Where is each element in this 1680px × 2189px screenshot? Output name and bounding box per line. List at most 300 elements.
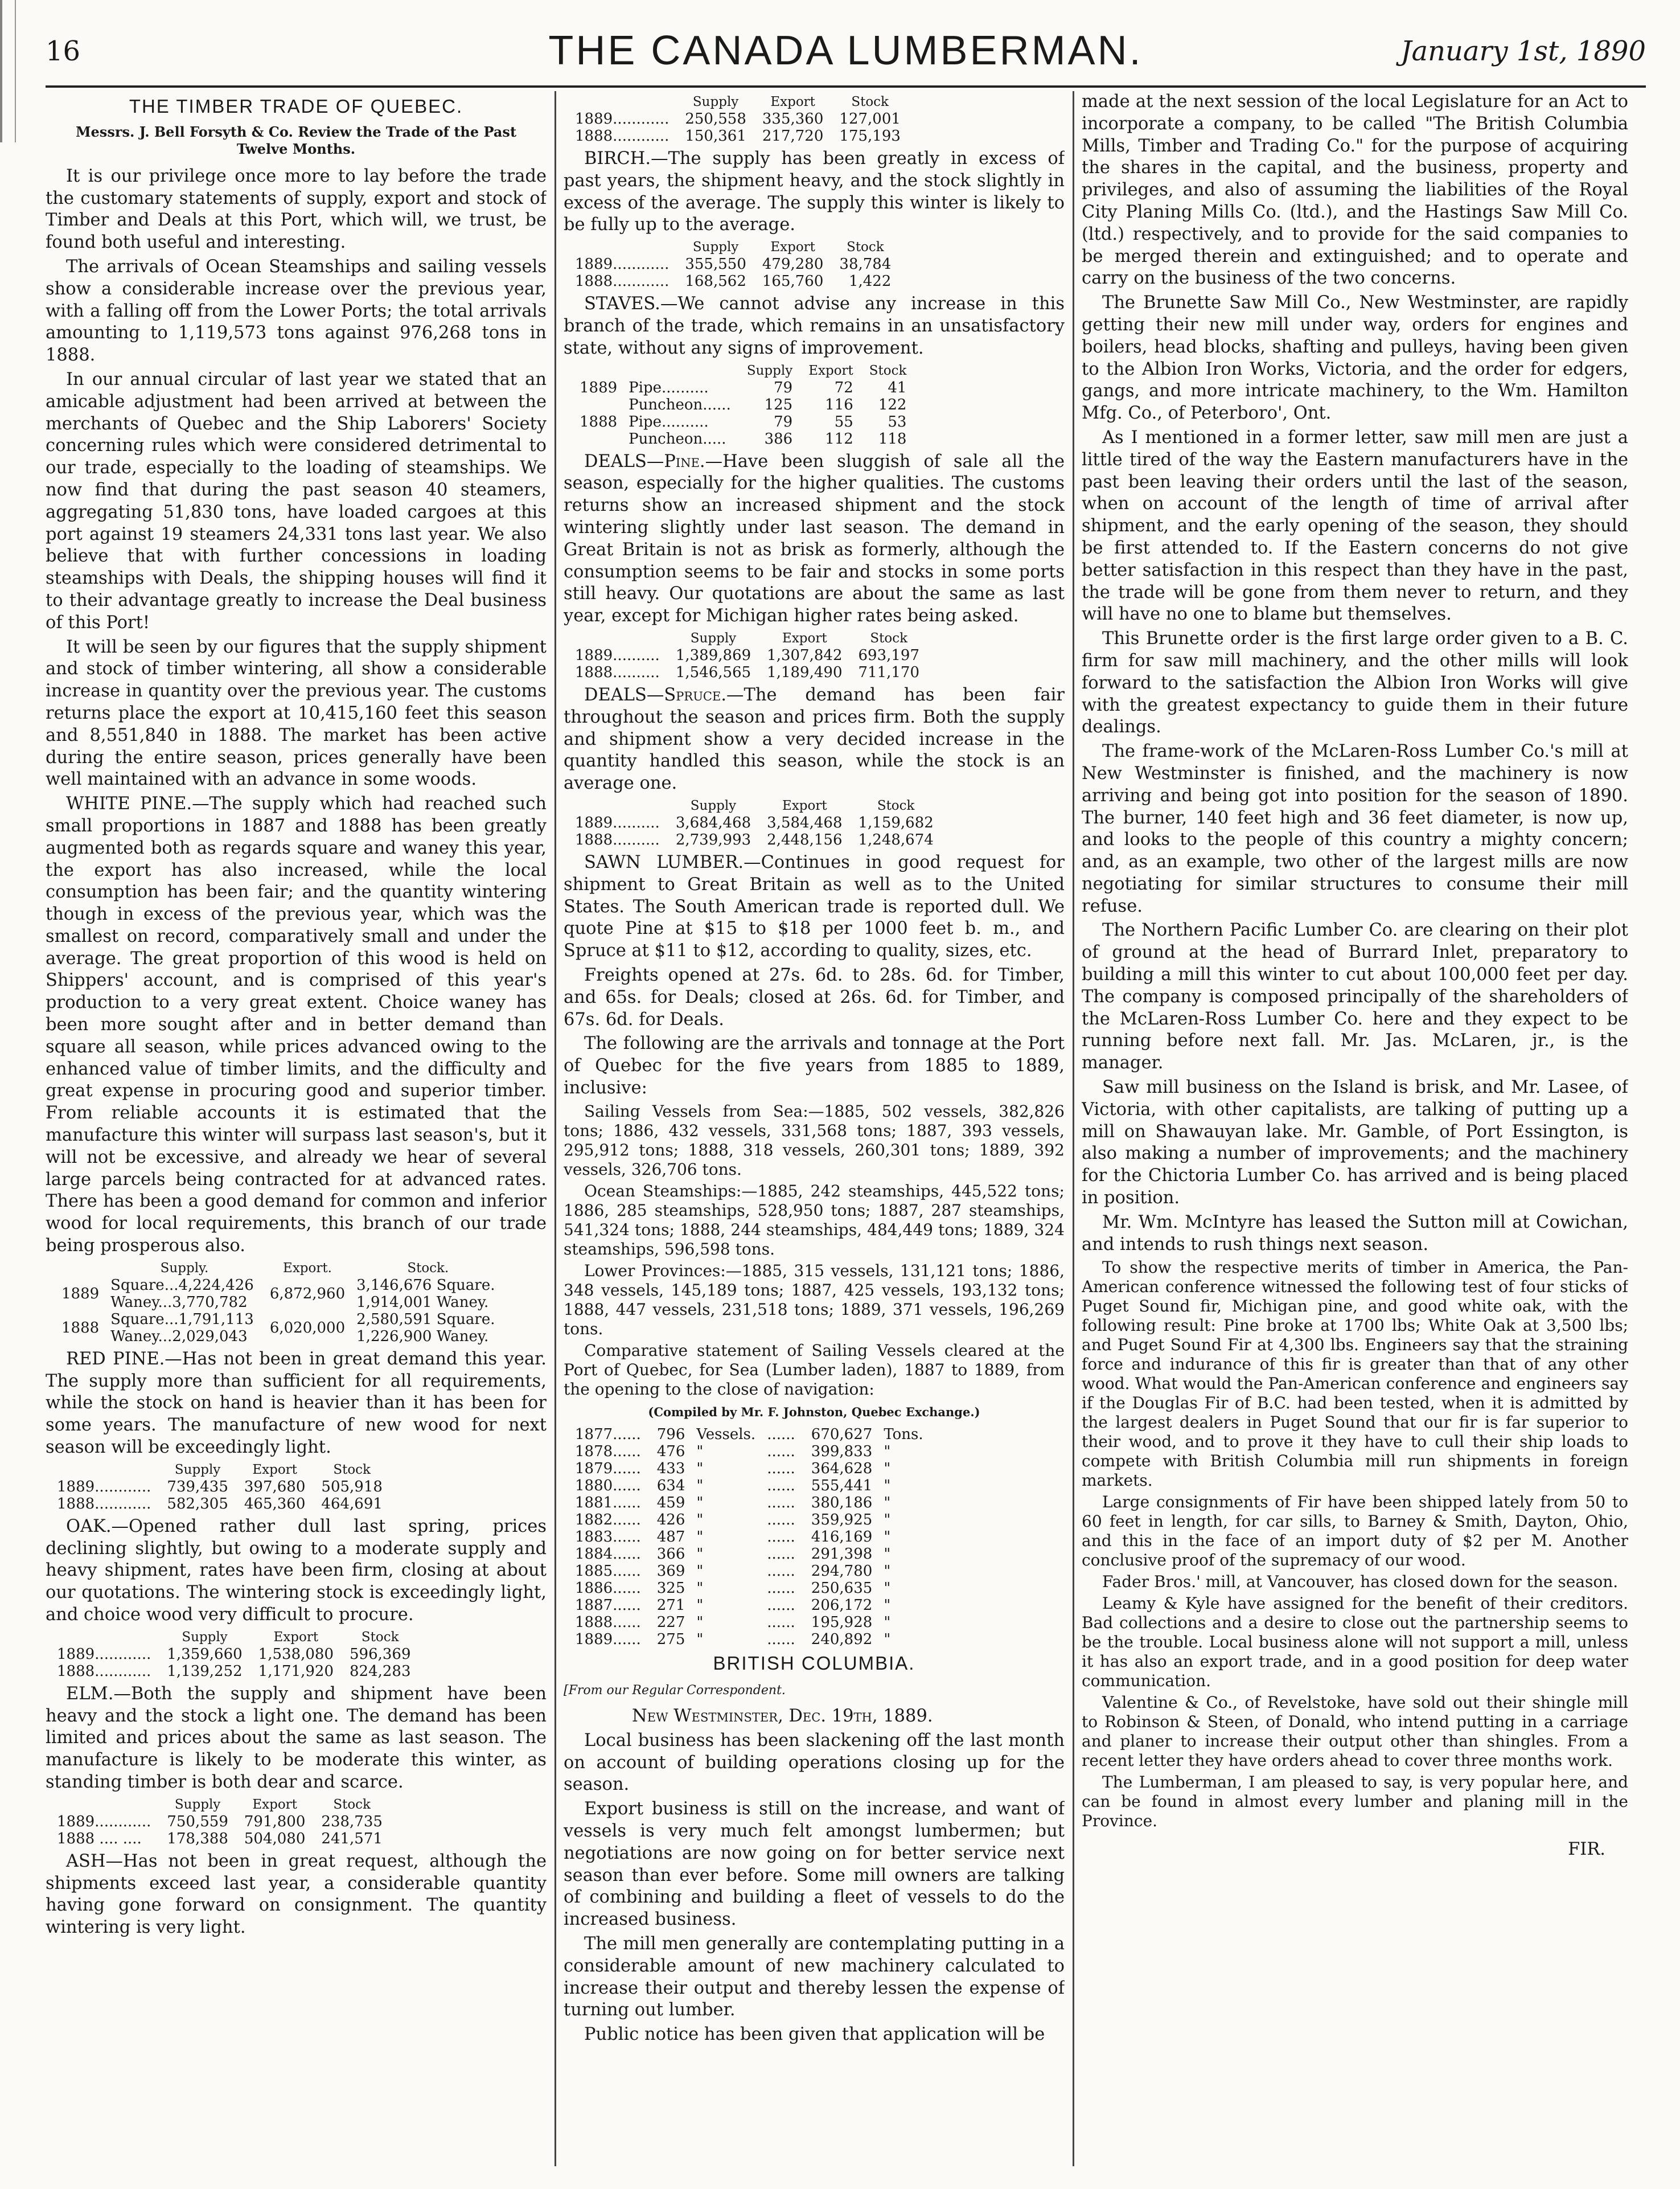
table-cell: 79 xyxy=(774,379,793,396)
table-cell: 433 xyxy=(656,1460,685,1477)
dateline: New Westminster, Dec. 19th, 1889. xyxy=(632,1706,933,1727)
table-cell: " xyxy=(884,1579,891,1597)
column-header: Export xyxy=(770,240,815,255)
table-cell: 1888............ xyxy=(57,1495,151,1512)
table-cell: 1,159,682 xyxy=(858,814,934,831)
table-cell: " xyxy=(696,1442,704,1460)
table-row xyxy=(572,1511,931,1528)
column-header: Supply xyxy=(174,1797,221,1812)
table-cell: 195,928 xyxy=(811,1613,873,1631)
vessels-table xyxy=(572,1426,931,1648)
table-cell: 168,562 xyxy=(685,273,746,290)
table-cell: 1886...... xyxy=(575,1579,641,1597)
table-cell: ...... xyxy=(767,1511,795,1528)
table-cell: 1880...... xyxy=(575,1477,641,1494)
table-cell: 1,389,869 xyxy=(675,646,751,664)
column-header: Export xyxy=(252,1797,297,1812)
paragraph: Ocean Steamships:—1885, 242 steamships, 445,522 tons; 1886, 285 steamships, 528,950 tons; 1887, 287 steamships, 541,324 tons; 1888, 244 steamships, 484,449 tons; 1889, 324 steamships, 596,598 tons. xyxy=(564,1181,1065,1259)
deals-pine-table xyxy=(572,630,927,681)
table-cell: Tons. xyxy=(884,1425,923,1443)
issue-date: January 1st, 1890 xyxy=(1400,35,1646,67)
table-cell: 369 xyxy=(656,1562,685,1580)
table-row xyxy=(54,1495,391,1512)
paragraph xyxy=(564,451,1065,628)
paragraph: Lower Provinces:—1885, 315 vessels, 131,121 tons; 1886, 348 vessels, 145,189 tons; 1887, 425 vessels, 193,132 tons; 1888, 447 vessels, 231,518 tons; 1889, 371 vessels, 196,269 tons. xyxy=(564,1261,1065,1338)
table-cell: Puncheon...... xyxy=(629,396,731,413)
table-cell: Pipe.......... xyxy=(629,379,709,396)
table-cell: 116 xyxy=(825,396,853,413)
table-row xyxy=(572,1477,931,1494)
table-cell: 796 xyxy=(656,1425,685,1443)
column-1 xyxy=(46,91,547,2166)
table-cell: 275 xyxy=(656,1630,685,1648)
table-cell: 711,170 xyxy=(858,663,920,681)
table-row xyxy=(572,1563,931,1580)
table-cell: " xyxy=(696,1511,704,1528)
column-header: Export xyxy=(273,1629,319,1645)
table-cell: 72 xyxy=(834,379,853,396)
paragraph: Export business is still on the increase, and want of vessels is very much felt amongst lumbermen; but negotiations are now going on for better service next season than ever before. Some mill owners are talking of combining and building a fleet of vessels to do the increased business. xyxy=(564,1799,1065,1930)
table-cell: 2,448,156 xyxy=(767,831,843,848)
paragraph: Leamy & Kyle have assigned for the benefit of their creditors. Bad collections and a desire to close out the partnership seems to be the trouble. Local business alone will not support a mill, unless it has also an export trade, and in a good position for deep water communication. xyxy=(1082,1594,1628,1691)
table-row xyxy=(54,1813,391,1830)
paragraph xyxy=(46,1516,547,1626)
table-cell: " xyxy=(696,1579,704,1597)
table-cell: 291,398 xyxy=(811,1545,873,1563)
column-header: Stock xyxy=(361,1629,399,1645)
table-cell: 1,248,674 xyxy=(858,831,934,848)
paragraph: The following are the arrivals and tonnage at the Port of Quebec for the five years from 1885 to 1889, inclusive: xyxy=(564,1034,1065,1098)
table-row xyxy=(572,256,899,273)
paragraph: The Lumberman, I am pleased to say, is very popular here, and can be found in almost every lumber and planing mill in the Province. xyxy=(1082,1773,1628,1831)
paragraph: The mill men generally are contemplating putting in a considerable amount of new machinery calculated to increase their output and thereby lessen the expense of turning out lumber. xyxy=(564,1934,1065,2020)
table-cell: " xyxy=(696,1596,704,1614)
table-cell: 487 xyxy=(656,1528,685,1546)
paragraph xyxy=(564,293,1065,359)
table-cell: ...... xyxy=(767,1630,795,1648)
table-cell: 366 xyxy=(656,1545,685,1563)
table-cell: " xyxy=(884,1511,891,1528)
table-cell: 41 xyxy=(888,379,907,396)
column-header: Supply xyxy=(174,1462,221,1477)
table-cell: 1,307,842 xyxy=(767,646,843,664)
table-row xyxy=(572,664,927,681)
paragraph: Mr. Wm. McIntyre has leased the Sutton mill at Cowichan, and intends to rush things next season. xyxy=(1082,1212,1628,1255)
paragraph xyxy=(46,1851,547,1939)
column-header: Stock xyxy=(333,1797,371,1812)
table-cell: 355,550 xyxy=(685,256,746,273)
paragraph: The arrivals of Ocean Steamships and sailing vessels show a considerable increase over the previous year, with a falling off from the Lower Ports; the total arrivals amounting to 1,119,573 tons against 976,268 tons in 1888. xyxy=(46,256,547,366)
table-row xyxy=(572,1494,931,1511)
section-head: BIRCH. xyxy=(584,149,651,169)
table-cell: 386 xyxy=(764,430,793,448)
table-cell: 1889............ xyxy=(57,1813,151,1830)
table-row xyxy=(572,110,909,128)
table-cell: 3,684,468 xyxy=(675,814,751,831)
table-cell: " xyxy=(696,1613,704,1631)
table-cell: " xyxy=(696,1460,704,1477)
table-cell: " xyxy=(884,1545,891,1563)
section-text: —Has not been in great request, although the shipments exceed last year, a considerable quantity having gone forward on consignment. The quantity wintering is very light. xyxy=(46,1851,547,1938)
table-cell: 2,739,993 xyxy=(675,831,751,848)
paragraph xyxy=(46,1348,547,1459)
table-cell: 1884...... xyxy=(575,1545,641,1563)
table-cell: 1879...... xyxy=(575,1460,641,1477)
table-cell: 504,080 xyxy=(244,1830,306,1847)
paragraph xyxy=(46,1683,547,1794)
table-cell: " xyxy=(884,1460,891,1477)
table-cell: 127,001 xyxy=(839,110,901,128)
section-text: —The supply which had reached such small proportions in 1887 and 1888 has been greatly augmented both as regards square and waney this year, the export has also increased, while the local consumption has been fair; and the quantity wintering though in excess of the previous year, which was the smallest on record, comparatively small and under the average. The great proportion of this wood is held on Shippers' account, and is comprised of this year's production to a very great extent. Choice waney has been more sought after and in better demand than square all season, while prices advanced owing to the enhanced value of timber limits, and the difficulty and great expense in procuring good and superior timber. From reliable accounts it is estimated that the manufacture this winter will surpass last season's, but it will not be excessive, and already we hear of several large parcels being contracted for at advanced rates. There has been a good demand for common and inferior wood for local requirements, this branch of our trade being prosperous also. xyxy=(46,794,547,1256)
table-cell: 1885...... xyxy=(575,1562,641,1580)
table-row xyxy=(572,396,914,413)
table-cell: 505,918 xyxy=(321,1478,383,1495)
table-cell: 1889............ xyxy=(575,110,669,128)
table-cell: 175,193 xyxy=(839,128,901,145)
table-row xyxy=(572,1580,931,1597)
paragraph: This Brunette order is the first large order given to a B. C. firm for saw mill machinery, and the other mills will look forward to the satisfaction the Albion Iron Works will give with the greatest expectancy to guide them in their future dealings. xyxy=(1082,629,1628,737)
table-cell: 1877...... xyxy=(575,1425,641,1443)
table-cell: 397,680 xyxy=(244,1478,306,1495)
section-text: —The supply has been greatly in excess of past years, the shipment heavy, and the stock slightly in excess of the average. The supply this winter is likely to be fully up to the average. xyxy=(564,149,1065,235)
birch-table xyxy=(572,239,899,290)
table-cell: 750,559 xyxy=(167,1813,228,1830)
table-cell: 6,872,960 xyxy=(269,1285,346,1302)
table-cell: 1,226,900 Waney. xyxy=(356,1327,489,1345)
table-cell: 364,628 xyxy=(811,1460,873,1477)
table-row xyxy=(572,1460,931,1477)
table-row xyxy=(572,1546,931,1563)
section-text: —Have been sluggish of sale all the season, especially for the higher qualities. The customs returns show an increased shipment and the stock wintering slightly under last season. The demand in Great Britain is not as brisk as formerly, although the consumption seems to be fair and stocks in some ports still heavy. Our quotations are about the same as last year, except for Michigan higher rates being asked. xyxy=(564,451,1065,626)
table-row xyxy=(572,1443,931,1460)
table-cell: " xyxy=(696,1477,704,1494)
signature: FIR. xyxy=(1568,1839,1605,1860)
table-cell: 1,139,252 xyxy=(167,1662,243,1680)
table-cell: " xyxy=(696,1562,704,1580)
column-rule xyxy=(1073,91,1074,2166)
table-cell: ...... xyxy=(767,1477,795,1494)
table-cell: " xyxy=(884,1494,891,1511)
table-cell: 240,892 xyxy=(811,1630,873,1648)
table-row xyxy=(572,647,927,664)
column-header: Supply xyxy=(182,1629,228,1645)
table-cell: 150,361 xyxy=(685,128,746,145)
table-cell: 1,914,001 Waney. xyxy=(356,1293,489,1311)
table-cell: 426 xyxy=(656,1511,685,1528)
paragraph: As I mentioned in a former letter, saw mill men are just a little tired of the way the Eastern manufacturers have in the past been leaving their orders until the last of the season, when on account of the length of time of arrival after shipment, and the early opening of the season, they should be first attended to. If the Eastern concerns do not give better satisfaction in this respect than they have in the past, the trade will be gone from them never to return, and they will have no one to blame but themselves. xyxy=(1082,427,1628,625)
table-cell: 596,369 xyxy=(350,1645,411,1663)
column-header: Supply xyxy=(746,363,793,378)
column-rule xyxy=(554,91,556,2166)
table-cell: 1889.......... xyxy=(575,646,660,664)
table-cell: 1887...... xyxy=(575,1596,641,1614)
table-cell: 1889.......... xyxy=(575,814,660,831)
column-header: Export xyxy=(808,363,853,378)
table-cell: 1,422 xyxy=(848,273,892,290)
column-header: Stock xyxy=(333,1462,371,1477)
table-cell: 1881...... xyxy=(575,1494,641,1511)
section-text: —Opened rather dull last spring, prices declining slightly, but owing to a moderate supply and heavy shipment, rates have been firm, closing at about our quotations. The wintering stock is exceedingly light, and choice wood very difficult to procure. xyxy=(46,1516,547,1625)
paragraph xyxy=(564,852,1065,962)
section-head: WHITE PINE. xyxy=(66,794,192,814)
table-cell: 1878...... xyxy=(575,1442,641,1460)
table-cell: 2,580,591 Square. xyxy=(356,1310,495,1328)
column-3 xyxy=(1082,91,1628,2166)
table-cell: 1,538,080 xyxy=(258,1645,334,1663)
table-row xyxy=(572,379,914,396)
table-row xyxy=(572,413,914,431)
column-header: Export xyxy=(770,95,815,109)
table-cell: ...... xyxy=(767,1596,795,1614)
table-row xyxy=(572,1631,931,1648)
paragraph: Fader Bros.' mill, at Vancouver, has closed down for the season. xyxy=(1102,1572,1619,1592)
table-cell: 459 xyxy=(656,1494,685,1511)
table-cell: Square...4,224,426 xyxy=(110,1276,254,1294)
table-cell: 634 xyxy=(656,1477,685,1494)
table-cell: " xyxy=(884,1477,891,1494)
article-title: THE TIMBER TRADE OF QUEBEC. xyxy=(129,96,463,117)
table-cell: 1888 .... .... xyxy=(57,1830,142,1847)
table-cell: 250,558 xyxy=(685,110,746,128)
table-cell: " xyxy=(696,1630,704,1648)
table-row xyxy=(572,128,909,145)
table-cell: 217,720 xyxy=(762,128,824,145)
table-cell: 416,169 xyxy=(811,1528,873,1546)
section-head: ELM. xyxy=(66,1683,114,1704)
paragraph: The frame-work of the McLaren-Ross Lumber Co.'s mill at New Westminster is finished, and the machinery is now arriving and being got into position for the season of 1890. The burner, 140 feet high and 36 feet diameter, is now up, and looks to the people of this country a mighty concern; and, as an example, two other of the largest mills are now negotiating for similar structures to consume their mill refuse. xyxy=(1082,741,1628,916)
table-row xyxy=(54,1646,419,1663)
elm-table xyxy=(54,1796,391,1847)
column-header: Supply. xyxy=(160,1260,209,1276)
section-head: SAWN LUMBER. xyxy=(584,852,744,872)
table-cell: 476 xyxy=(656,1442,685,1460)
table-cell: " xyxy=(696,1528,704,1546)
table-cell: 335,360 xyxy=(762,110,824,128)
table-cell: ...... xyxy=(767,1425,795,1443)
section-text: —Continues in good request for shipment to Great Britain as well as to the United States. The South American trade is reported dull. We quote Pine at $15 to $18 per 1000 feet b. m., and Spruce at $11 to $12, according to quality, sizes, etc. xyxy=(564,852,1065,961)
table-row xyxy=(54,1277,503,1294)
section-head: OAK. xyxy=(66,1516,112,1536)
table-cell: 250,635 xyxy=(811,1579,873,1597)
table-cell: 359,925 xyxy=(811,1511,873,1528)
column-header: Stock xyxy=(851,95,889,109)
column-header: Stock xyxy=(870,630,908,646)
table-cell: 79 xyxy=(774,413,793,431)
table-cell: 227 xyxy=(656,1613,685,1631)
table-row xyxy=(572,273,899,290)
table-cell: " xyxy=(884,1596,891,1614)
table-cell: ...... xyxy=(767,1494,795,1511)
paragraph: Public notice has been given that application will be xyxy=(584,2024,1045,2045)
table-cell: ...... xyxy=(767,1579,795,1597)
table-cell: " xyxy=(884,1442,891,1460)
paragraph: Valentine & Co., of Revelstoke, have sold out their shingle mill to Robinson & Steen, of Donald, who intend putting in a carriage and planer to increase their output other than shingles. From a recent letter they have orders ahead to cover three months work. xyxy=(1082,1693,1628,1770)
table-cell: 112 xyxy=(825,430,853,448)
table-credit: (Compiled by Mr. F. Johnston, Quebec Exchange.) xyxy=(648,1404,980,1419)
section-head: STAVES. xyxy=(584,294,660,314)
column-header: Export xyxy=(782,798,827,813)
table-cell: 824,283 xyxy=(350,1662,411,1680)
table-cell: 582,305 xyxy=(167,1495,228,1512)
table-cell: 1888............ xyxy=(575,273,669,290)
section-head: ASH xyxy=(66,1851,106,1871)
table-cell: ...... xyxy=(767,1528,795,1546)
table-cell: ...... xyxy=(767,1460,795,1477)
paragraph: Freights opened at 27s. 6d. to 28s. 6d. for Timber, and 65s. for Deals; closed at 26s. 6d. for Timber, and 67s. 6d. for Deals. xyxy=(564,965,1065,1030)
table-cell: 399,833 xyxy=(811,1442,873,1460)
table-cell: 1888 xyxy=(61,1319,100,1337)
paragraph xyxy=(564,148,1065,236)
paragraph: It is our privilege once more to lay before the trade the customary statements of supply, export and stock of Timber and Deals at this Port, which will, we trust, be found both useful and interesting. xyxy=(46,166,547,253)
column-header: Supply xyxy=(690,630,737,646)
table-cell: 165,760 xyxy=(762,273,824,290)
table-row xyxy=(572,1528,931,1546)
column-header: Export xyxy=(782,630,827,646)
table-cell: ...... xyxy=(767,1562,795,1580)
paragraph: The Northern Pacific Lumber Co. are clearing on their plot of ground at the head of Burrard Inlet, preparatory to building a mill this winter to cut about 100,000 feet per day. The company is composed principally of the shareholders of the McLaren-Ross Lumber Co. here and they expect to be running before next fall. Mr. Jas. McLaren, jr., is the manager. xyxy=(1082,920,1628,1073)
table-cell: Waney...2,029,043 xyxy=(110,1327,248,1345)
table-cell: 670,627 xyxy=(811,1425,873,1443)
table-cell: 1889............ xyxy=(575,256,669,273)
table-cell: 1889............ xyxy=(57,1478,151,1495)
paragraph: Comparative statement of Sailing Vessels cleared at the Port of Quebec, for Sea (Lumber laden), 1887 to 1889, from the opening to the close of navigation: xyxy=(564,1341,1065,1399)
staves-table xyxy=(572,362,914,448)
deals-spruce-table xyxy=(572,797,942,848)
table-cell: 1882...... xyxy=(575,1511,641,1528)
table-cell: ...... xyxy=(767,1613,795,1631)
section-text: —The demand has been fair throughout the season and prices firm. Both the supply and shipment show a very decided increase in the quantity handled this season, while the stock is an average one. xyxy=(564,684,1065,794)
column-header: Stock. xyxy=(407,1260,449,1276)
paragraph: The Brunette Saw Mill Co., New Westminster, are rapidly getting their new mill under way, orders for engines and boilers, head blocks, shafting and pulleys, having been given to the Albion Iron Works, Victoria, and the order for edgers, gangs, and more intricate machinery, to the Wm. Hamilton Mfg. Co., of Peterboro', Ont. xyxy=(1082,293,1628,424)
column-header: Supply xyxy=(692,240,739,255)
table-cell: Vessels. xyxy=(696,1425,756,1443)
table-cell: 465,360 xyxy=(244,1495,306,1512)
table-cell xyxy=(572,431,625,448)
section-head: RED PINE. xyxy=(66,1348,165,1369)
table-cell: 1,189,490 xyxy=(767,663,843,681)
table-cell: 1888............ xyxy=(575,128,669,145)
table-cell: 1888............ xyxy=(57,1662,151,1680)
paragraph: Local business has been slackening off the last month on account of building operations closing up for the season. xyxy=(564,1730,1065,1795)
table-cell: 464,691 xyxy=(321,1495,383,1512)
table-cell: 1889............ xyxy=(57,1645,151,1663)
binding-margin xyxy=(0,0,16,142)
correspondent-note: [From our Regular Correspondent. xyxy=(564,1683,786,1698)
column-header: Export xyxy=(252,1462,297,1477)
table-cell: 1889...... xyxy=(575,1630,641,1648)
table-row xyxy=(54,1311,503,1328)
paragraph: Sailing Vessels from Sea:—1885, 502 vessels, 382,826 tons; 1886, 432 vessels, 331,568 tons; 1887, 393 vessels, 295,912 tons; 1888, 318 vessels, 260,301 tons; 1889, 392 vessels, 326,706 tons. xyxy=(564,1101,1065,1179)
table-cell: 1888.......... xyxy=(575,831,660,848)
table-cell: 294,780 xyxy=(811,1562,873,1580)
table-row xyxy=(54,1830,391,1847)
column-header: Stock xyxy=(869,363,907,378)
column-2 xyxy=(564,91,1065,2166)
ash-table xyxy=(572,93,909,145)
table-cell: 271 xyxy=(656,1596,685,1614)
paragraph xyxy=(564,684,1065,795)
paragraph: Saw mill business on the Island is brisk, and Mr. Lasee, of Victoria, with other capitalists, are talking of putting up a mill on Shawauyan lake. Mr. Gamble, of Port Essington, is also making a number of improvements; and the machinery for the Chictoria Lumber Co. has arrived and is being placed in position. xyxy=(1082,1077,1628,1208)
section-text: —We cannot advise any increase in this branch of the trade, which remains in an unsatisfactory state, without any signs of improvement. xyxy=(564,294,1065,358)
paragraph: Large consignments of Fir have been shipped lately from 50 to 60 feet in length, for car sills, to Barney & Smith, Dayton, Ohio, and this in the face of an import duty of $2 per M. Another conclusive proof of the supremacy of our wood. xyxy=(1082,1493,1628,1570)
paragraph xyxy=(46,793,547,1257)
table-cell: ...... xyxy=(767,1442,795,1460)
table-cell: 238,735 xyxy=(321,1813,383,1830)
paragraph: made at the next session of the local Legislature for an Act to incorporate a company, to be called "The British Columbia Mills, Timber and Trading Co." for the purpose of acquiring the shares in the capital, and the business, property and privileges, and also of assuming the liabilities of the Royal City Planing Mills Co. (ltd.), and the Hastings Saw Mill Co. (ltd.) respectively, and to provide for the said companies to be merged therein and extinguished; and to operate and carry on the business of the two concerns. xyxy=(1082,92,1628,289)
table-cell: 55 xyxy=(834,413,853,431)
table-cell: 1889 xyxy=(580,379,618,396)
table-row xyxy=(54,1663,419,1680)
section-head: DEALS—Pine. xyxy=(584,451,705,472)
section-text: —Has not been in great demand this year. The supply more than sufficient for all requirements, while the stock on hand is heavier than it has been for some years. The manufacture of new wood for next season will be exceedingly light. xyxy=(46,1348,547,1458)
table-cell: 1888.......... xyxy=(575,663,660,681)
table-cell: 3,584,468 xyxy=(767,814,843,831)
table-cell: 125 xyxy=(764,396,793,413)
table-row xyxy=(572,1426,931,1443)
table-cell: 791,800 xyxy=(244,1813,306,1830)
oak-table xyxy=(54,1629,419,1680)
paragraph: It will be seen by our figures that the supply shipment and stock of timber wintering, all show a considerable increase in quantity over the previous year. The customs returns place the export at 10,415,160 feet this season and 8,551,840 in 1888. The market has been active during the entire season, prices generally have been well maintained with an advance in some woods. xyxy=(46,637,547,790)
table-cell: 1,546,565 xyxy=(675,663,751,681)
table-cell: " xyxy=(696,1494,704,1511)
table-cell: Puncheon..... xyxy=(629,430,726,448)
table-row xyxy=(572,831,942,848)
table-cell: 122 xyxy=(878,396,907,413)
table-cell: 1888...... xyxy=(575,1613,641,1631)
table-cell: 1889 xyxy=(61,1285,100,1302)
table-cell: 1,171,920 xyxy=(258,1662,334,1680)
table-row xyxy=(572,1614,931,1631)
table-cell: " xyxy=(884,1562,891,1580)
table-cell: Waney...3,770,782 xyxy=(110,1293,248,1311)
table-cell: 325 xyxy=(656,1579,685,1597)
table-cell: 118 xyxy=(878,430,907,448)
table-cell: Square...1,791,113 xyxy=(110,1310,254,1328)
table-cell: 1888 xyxy=(580,413,618,431)
column-header: Supply xyxy=(692,95,739,109)
table-cell: Pipe.......... xyxy=(629,413,709,431)
page-header xyxy=(46,23,1646,88)
paragraph: In our annual circular of last year we stated that an amicable adjustment had been arrived at between the merchants of Quebec and the Ship Laborers' Society concerning rules which were considered detrimental to our trade, especially to the loading of steamships. We now find that during the past season 40 steamers, aggregating 51,830 tons, have loaded cargoes at this port against 19 steamers 24,331 tons last year. We also believe that with further concessions in loading steamships with Deals, the shipping houses will find it to their advantage greatly to increase the Deal business of this Port! xyxy=(46,369,547,633)
column-header: Export. xyxy=(283,1260,332,1276)
table-cell: " xyxy=(696,1545,704,1563)
table-cell: 178,388 xyxy=(167,1830,228,1847)
red-pine-table xyxy=(54,1461,391,1512)
white-pine-table xyxy=(54,1260,503,1345)
table-row xyxy=(54,1478,391,1495)
table-cell: 241,571 xyxy=(321,1830,383,1847)
table-row xyxy=(572,431,914,448)
page-number: 16 xyxy=(46,35,81,67)
table-cell: 53 xyxy=(888,413,907,431)
table-cell: 693,197 xyxy=(858,646,920,664)
table-cell xyxy=(572,396,625,413)
table-cell: 1883...... xyxy=(575,1528,641,1546)
table-cell: ...... xyxy=(767,1545,795,1563)
table-cell: 206,172 xyxy=(811,1596,873,1614)
table-cell: 555,441 xyxy=(811,1477,873,1494)
table-cell: 3,146,676 Square. xyxy=(356,1276,495,1294)
article-title: BRITISH COLUMBIA. xyxy=(713,1652,915,1674)
table-cell: 1,359,660 xyxy=(167,1645,243,1663)
table-cell: 38,784 xyxy=(839,256,892,273)
column-header: Stock xyxy=(847,240,884,255)
article-subtitle: Messrs. J. Bell Forsyth & Co. Review the Trade of the Past Twelve Months. xyxy=(75,123,517,157)
table-row xyxy=(572,814,942,831)
table-cell: 739,435 xyxy=(167,1478,228,1495)
table-cell: 380,186 xyxy=(811,1494,873,1511)
section-head: DEALS—Spruce. xyxy=(584,684,727,705)
